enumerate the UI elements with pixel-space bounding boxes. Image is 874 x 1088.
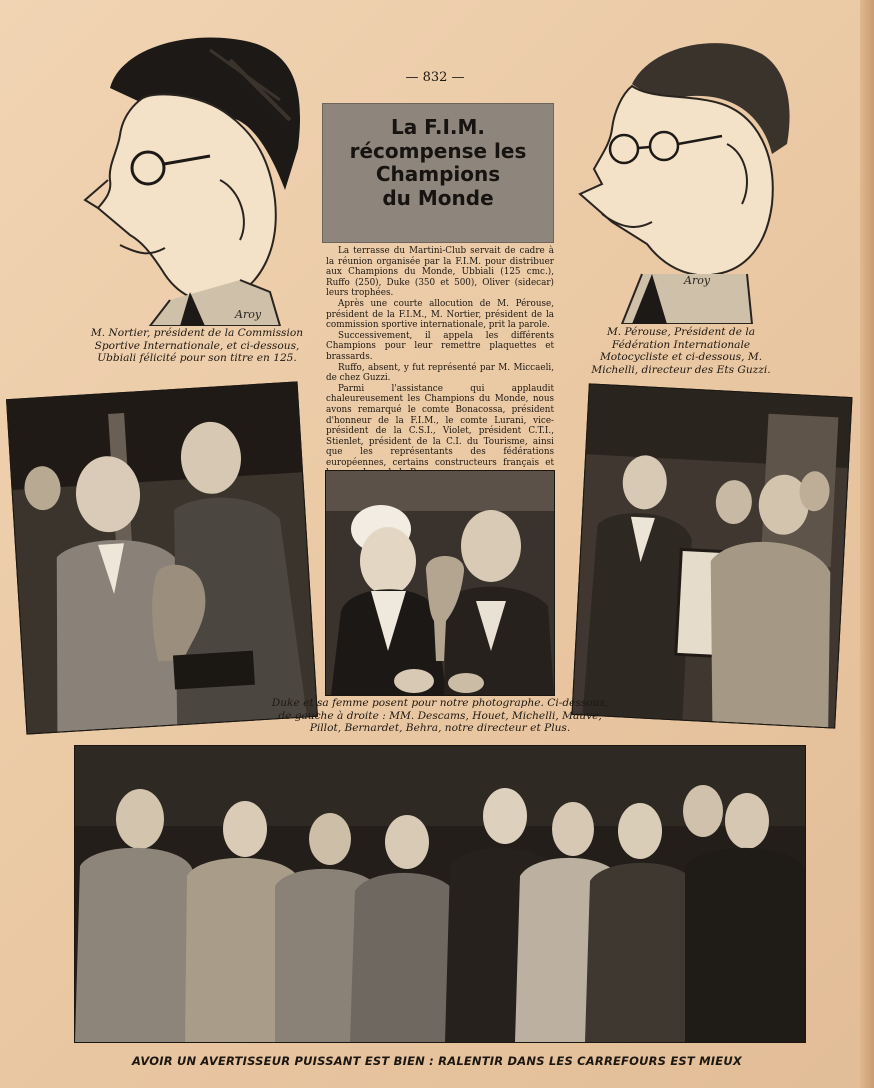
caricature-nortier	[80, 30, 306, 326]
caption-center-photo: Duke et sa femme posent pour notre photographe. Ci-dessous, de gauche à droite : MM. Descams, Houet, Michelli, Mauve, Pillot, Bernardet, Behra, notre directeur et Plus.	[271, 697, 609, 734]
page-number: — 832 —	[405, 70, 465, 85]
article-paragraph: La terrasse du Martini-Club servait de cadre à la réunion organisée par la F.I.M. pour distribuer aux Champions du Monde, Ubbiali (125 cmc.), Ruffo (250), Duke (350 et 500), Oliver (sidecar) leurs trophées.	[326, 246, 554, 299]
photo-group	[74, 745, 806, 1043]
article-paragraph: Après une courte allocution de M. Pérouse, président de la F.I.M., M. Nortier, président de la commission sportive internationale, prit la parole.	[326, 298, 554, 331]
title-line-1: La F.I.M.	[390, 115, 486, 139]
title-line-3: Champions	[375, 162, 501, 186]
caricature-perouse	[572, 34, 794, 324]
signature-right: Aroy	[684, 274, 711, 287]
signature-left: Aroy	[235, 308, 262, 321]
article-paragraph: Successivement, il appela les différents Champions pour leur remettre plaquettes et brassards.	[326, 330, 554, 362]
article-paragraph: Parmi l'assistance qui applaudit chaleureusement les Champions du Monde, nous avons remarqué le comte Bonacossa, président d'honneur de la F.I.M., le comte Lurani, vice-président de la C.S.I., Violet, président C.T.I., Stienlet, président de la C.I. du Tourisme, ainsi que les représentants des fédérations européennes, certains constructeurs français et	[326, 383, 554, 468]
article-title	[323, 116, 553, 210]
photo-ubbiali-trophy	[6, 381, 318, 734]
caption-right-portrait: M. Pérouse, Président de la Fédération Internationale Motocycliste et ci-dessous, M. Michelli, directeur des Ets Guzzi.	[591, 326, 771, 376]
photo-michelli	[571, 383, 852, 728]
footer-slogan: AVOIR UN AVERTISSEUR PUISSANT EST BIEN : RALENTIR DANS LES CARREFOURS EST MIEUX	[132, 1054, 742, 1068]
photo-duke-and-wife	[325, 470, 555, 696]
article-title-box	[322, 103, 554, 243]
title-line-2: récompense les	[349, 138, 527, 163]
article-paragraph: Ruffo, absent, y fut représenté par M. Miccaeli, de chez Guzzi.	[326, 362, 554, 384]
title-line-4: du Monde	[382, 185, 494, 210]
page-edge	[860, 0, 874, 1088]
caption-left-portrait: M. Nortier, président de la Commission Sportive Internationale, et ci-dessous, Ubbiali félicité pour son titre en 125.	[90, 327, 304, 364]
article-body	[326, 246, 554, 479]
